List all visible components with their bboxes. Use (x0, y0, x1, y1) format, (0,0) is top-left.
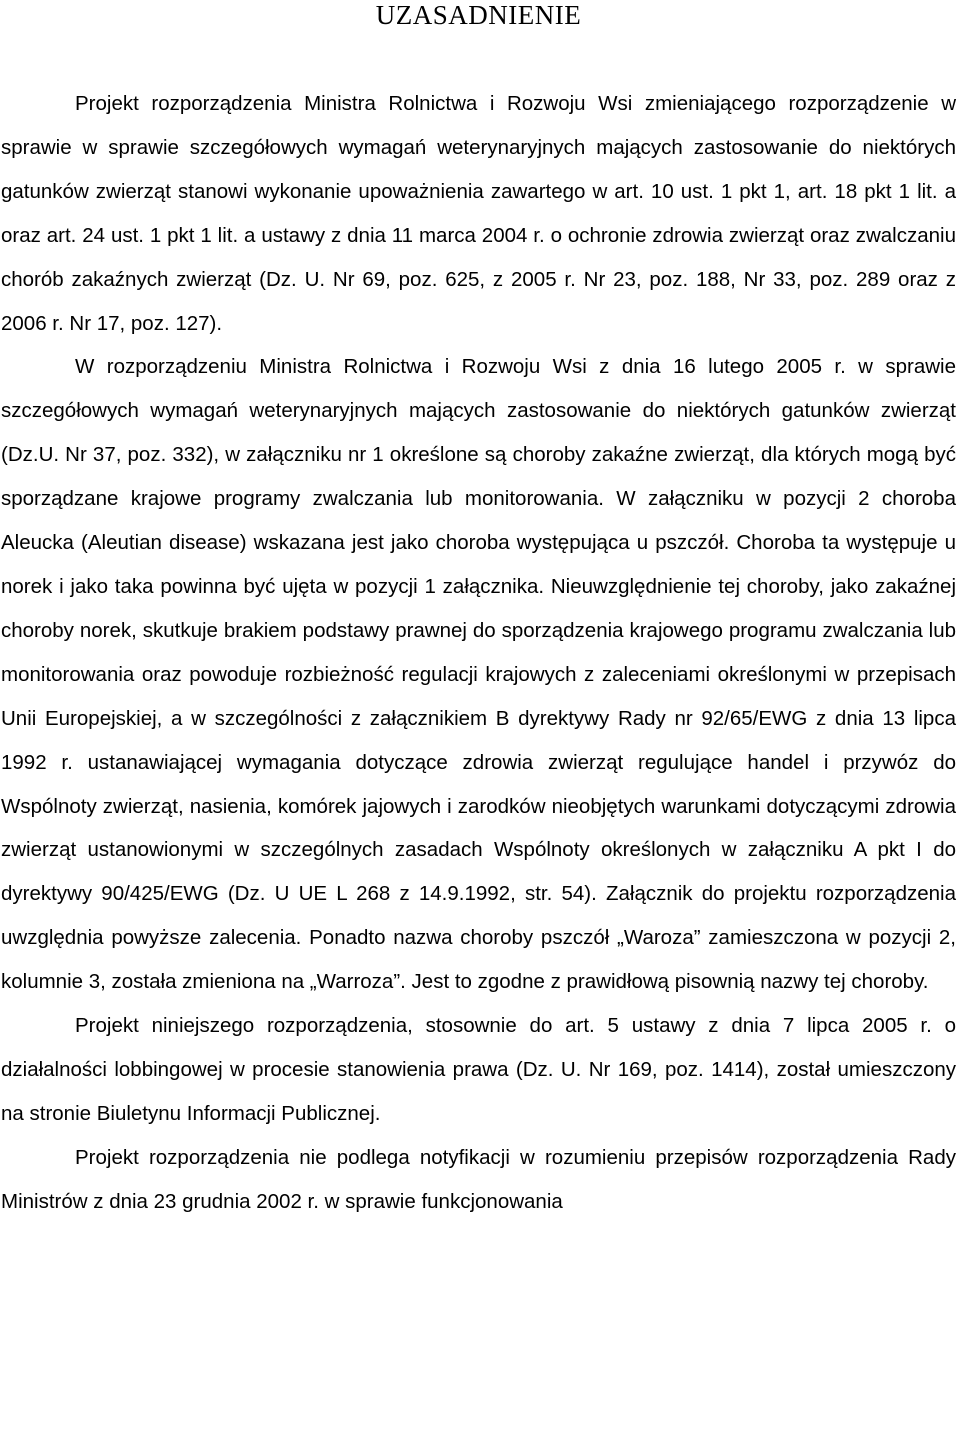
paragraph-lobbying: Projekt niniejszego rozporządzenia, stosownie do art. 5 ustawy z dnia 7 lipca 2005 r. o działalności lobbingowej w procesie stanowienia prawa (Dz. U. Nr 169, poz. 1414), został umieszczony na stronie Biuletynu Informacji Publicznej. (1, 1014, 956, 1125)
paragraph-notification: Projekt rozporządzenia nie podlega notyfikacji w rozumieniu przepisów rozporządzenia Rady Ministrów z dnia 23 grudnia 2002 r. w sprawie funkcjonowania (1, 1145, 956, 1213)
paragraph-justification: W rozporządzeniu Ministra Rolnictwa i Rozwoju Wsi z dnia 16 lutego 2005 r. w sprawie szczegółowych wymagań weterynaryjnych mających zastosowanie do niektórych gatunków zwierząt (Dz.U. Nr 37, poz. 332), w załączniku nr 1 określone są choroby zakaźne zwierząt, dla których mogą być sporządzane krajowe programy zwalczania lub monitorowania. W załączniku w pozycji 2 choroba Aleucka (Aleutian disease) wskazana jest jako choroba występująca u pszczół. Choroba ta występuje u norek i jako taka powinna być ujęta w pozycji 1 załącznika. Nieuwzględnienie tej choroby, jako zakaźnej choroby norek, skutkuje brakiem podstawy prawnej do sporządzenia krajowego programu zwalczania lub monitorowania oraz powoduje rozbieżność regulacji krajowych z zaleceniami określonymi w przepisach Unii Europejskiej, a w szczególności z załącznikiem B dyrektywy Rady nr 92/65/EWG z dnia 13 lipca 1992 r. ustanawiającej wymagania dotyczące zdrowia zwierząt regulujące handel i przywóz do Wspólnoty zwierząt, nasienia, komórek jajowych i zarodków nieobjętych warunkami dotyczącymi zdrowia zwierząt ustanowionymi w szczególnych zasadach Wspólnoty określonych w załączniku A pkt I do dyrektywy 90/425/EWG (Dz. U UE L 268 z 14.9.1992, str. 54). Załącznik do projektu rozporządzenia uwzględnia powyższe zalecenia. Ponadto nazwa choroby pszczół „Waroza” zamieszczona w pozycji 2, kolumnie 3, została zmieniona na „Warroza”. Jest to zgodne z prawidłową pisownią nazwy tej choroby. (1, 355, 956, 994)
paragraph-legal-basis: Projekt rozporządzenia Ministra Rolnictwa i Rozwoju Wsi zmieniającego rozporządzenie w sprawie w sprawie szczegółowych wymagań weterynaryjnych mających zastosowanie do niektórych gatunków zwierząt stanowi wykonanie upoważnienia zawartego w art. 10 ust. 1 pkt 1, art. 18 pkt 1 lit. a oraz art. 24 ust. 1 pkt 1 lit. a ustawy z dnia 11 marca 2004 r. o ochronie zdrowia zwierząt oraz zwalczaniu chorób zakaźnych zwierząt (Dz. U. Nr 69, poz. 625, z 2005 r. Nr 23, poz. 188, Nr 33, poz. 289 oraz z 2006 r. Nr 17, poz. 127). (1, 92, 956, 335)
document-body (1, 82, 956, 1224)
title-spacer (1, 30, 956, 82)
document-title: UZASADNIENIE (375, 0, 582, 30)
